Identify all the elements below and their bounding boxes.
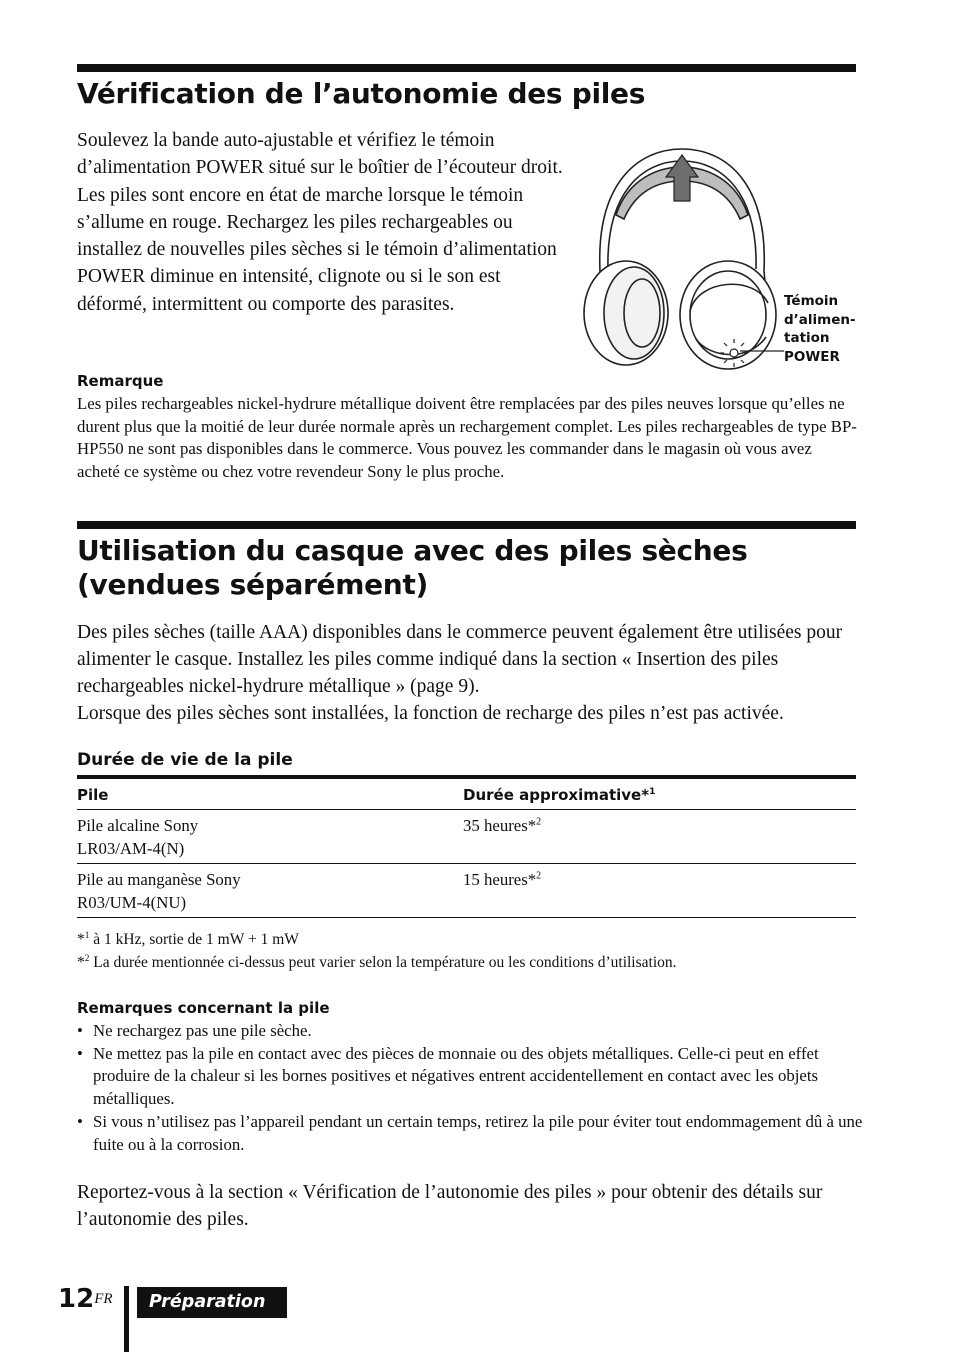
list-item: • Ne mettez pas la pile en contact avec des pièces de monnaie ou des objets métalliques. Celle-ci peut en effet produire de la chaleur si les bornes positives et négatives entrent accidentellement en contact avec les objets métalliques. (77, 1043, 867, 1111)
table-top-rule (77, 775, 856, 779)
caption-line: POWER (784, 348, 840, 365)
section-rule-2 (77, 521, 856, 529)
footnote-mark: * (77, 954, 85, 971)
title-line: Utilisation du casque avec des piles sèches (77, 534, 748, 567)
power-indicator-caption (784, 292, 864, 366)
caption-line: Témoin (784, 293, 839, 309)
cell-line: R03/UM-4(NU) (77, 892, 187, 912)
section-title-battery-check: Vérification de l’autonomie des piles (77, 77, 646, 110)
header-text: Durée approximative* (463, 786, 650, 804)
cell-line: Pile alcaline Sony (77, 816, 199, 835)
footnote-mark: * (77, 931, 85, 948)
page-number-value: 12 (58, 1284, 95, 1314)
footnote-ref: 2 (536, 870, 542, 882)
footnote-ref: 2 (536, 816, 542, 828)
table-bottom-rule (77, 917, 856, 918)
footnote-1 (77, 929, 299, 951)
footnote-text: à 1 kHz, sortie de 1 mW + 1 mW (89, 931, 299, 948)
table-row-2-duration (463, 869, 541, 892)
headphones-illustration (578, 143, 788, 373)
cell-line: LR03/AM-4(N) (77, 838, 185, 858)
list-item: • Ne rechargez pas une pile sèche. (77, 1020, 867, 1043)
list-item: • Si vous n’utilisez pas l’appareil pendant un certain temps, retirez la pile pour éviter tout endommagement dû à une fuite ou à la corrosion. (77, 1111, 867, 1156)
table-heading: Durée de vie de la pile (77, 750, 293, 770)
battery-check-paragraph: Soulevez la bande auto-ajustable et vérifiez le témoin d’alimentation POWER situé sur le boîtier de l’écouteur droit. Les piles sont encore en état de marche lorsque le témoin s’allume en rouge. Rechargez les piles rechargeables ou installez de nouvelles piles sèches si le témoin d’alimentation POWER diminue en intensité, clignote ou si le son est déformé, intermittent ou comporte des parasites. (77, 130, 563, 315)
section-label: Préparation (137, 1287, 287, 1318)
section-rule-1 (77, 64, 856, 72)
footer-divider (124, 1286, 129, 1352)
footnote-text: La durée mentionnée ci-dessus peut varier selon la température ou les conditions d’utilisation. (89, 954, 677, 971)
note-heading: Remarque (77, 372, 164, 390)
cell-text: 15 heures* (463, 870, 537, 889)
dry-batteries-text (77, 619, 867, 727)
note-text: Les piles rechargeables nickel-hydrure métallique doivent être remplacées par des piles neuves lorsque qu’elles ne durent plus que la moitié de leur durée normale après un rechargement complet. Les piles rechargeables de type BP-HP550 ne sont pas disponibles dans le commerce. Vous pouvez les commander dans le magasin où vous avez acheté ce système ou chez votre revendeur Sony le plus proche. (77, 394, 857, 481)
caption-line: d’alimen- (784, 311, 856, 328)
cell-text: 35 heures* (463, 816, 537, 835)
footnote-number: 1 (84, 930, 90, 941)
page-language: FR (94, 1291, 113, 1307)
table-header-pile: Pile (77, 786, 109, 804)
dry-batteries-paragraph: Des piles sèches (taille AAA) disponibles dans le commerce peuvent également être utilisées pour alimenter le casque. Installez les piles comme indiqué dans la section « Insertion des piles rechargeables nickel-hydrure métallique » (page 9). (77, 622, 843, 697)
remarks-list (77, 1020, 867, 1156)
closing-paragraph: Reportez-vous à la section « Vérification de l’autonomie des piles » pour obtenir des détails sur l’autonomie des piles. (77, 1182, 823, 1230)
section-title-dry-batteries (77, 534, 748, 602)
dry-batteries-paragraph: Lorsque des piles sèches sont installées, la fonction de recharge des piles n’est pas activée. (77, 703, 784, 724)
caption-line: tation (784, 330, 830, 346)
table-header-rule (77, 809, 856, 810)
table-row-rule (77, 863, 856, 864)
page-number (58, 1284, 113, 1314)
table-header-duration (463, 785, 655, 805)
remarks-heading: Remarques concernant la pile (77, 999, 330, 1017)
cell-line: Pile au manganèse Sony (77, 870, 241, 889)
table-row-1-name (77, 815, 198, 860)
title-line: (vendues séparément) (77, 568, 429, 601)
footnote-2 (77, 952, 677, 974)
table-row-1-duration (463, 815, 541, 838)
footnote-number: 2 (84, 953, 90, 964)
table-row-2-name (77, 869, 241, 914)
footnote-ref: 1 (649, 787, 656, 797)
